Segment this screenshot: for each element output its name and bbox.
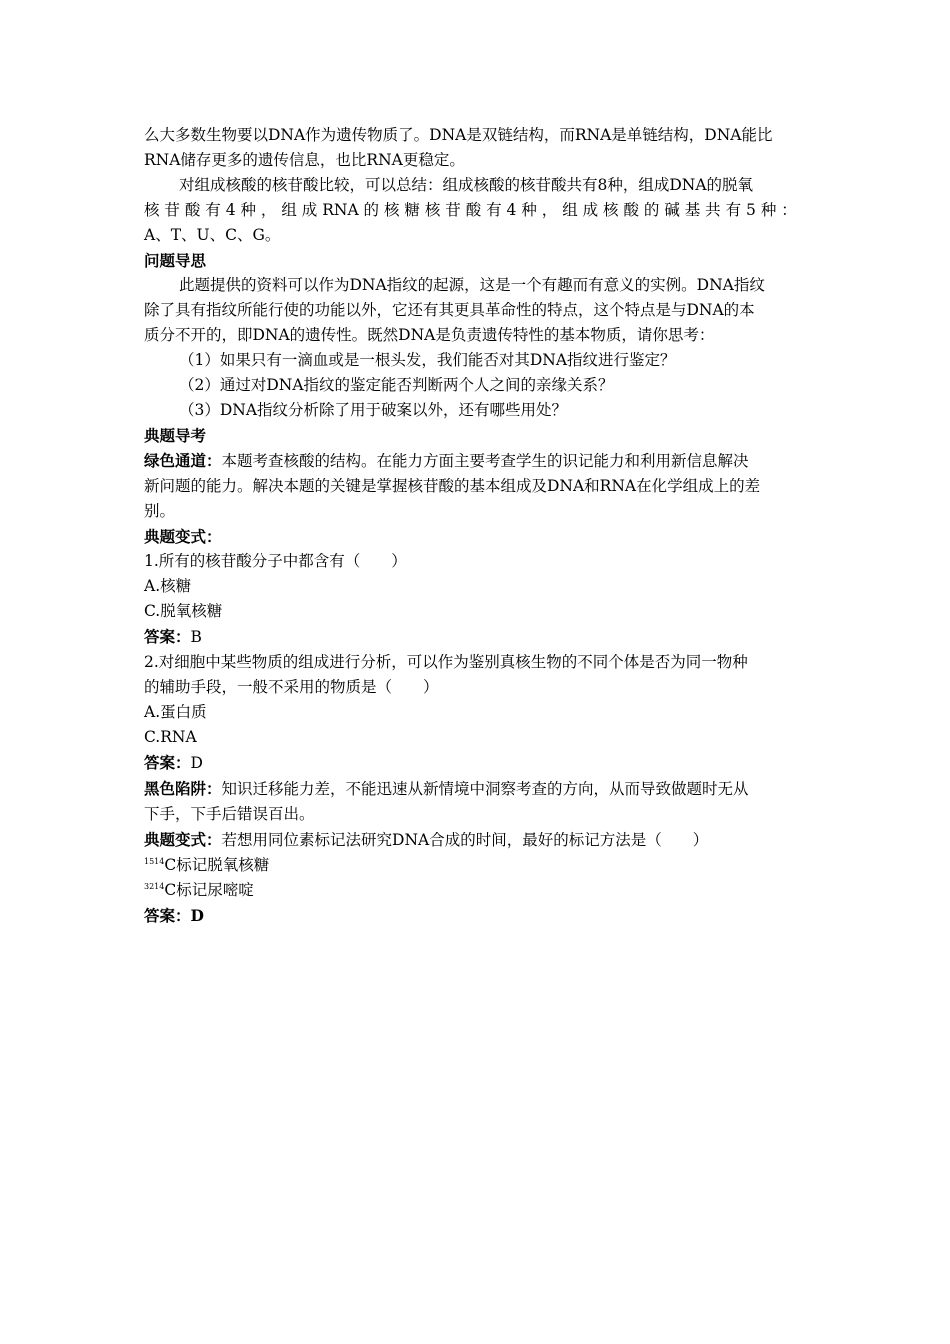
guide-question-2: （2）通过对DNA指纹的鉴定能否判断两个人之间的亲缘关系？ [179, 376, 614, 394]
para2-line2: 核 苷 酸 有 4 种 ， 组 成 RNA 的 核 糖 核 苷 酸 有 4 种 ， 组 成 核 酸 的 碱 基 共 有 5 种 ： [144, 201, 797, 219]
trap-text: 知识迁移能力差，不能迅速从新情境中洞察考查的方向，从而导致做题时无从 [221, 780, 749, 798]
trap-label: 黑色陷阱： [144, 779, 222, 798]
question-2-option-a: A.蛋白质 [144, 703, 207, 721]
isotope-superscript: 3214 [144, 881, 165, 891]
isotope-superscript: 1514 [144, 856, 165, 866]
green-channel-line1 [144, 448, 808, 474]
answer-value: D [190, 754, 203, 772]
para2-line1: 对组成核酸的核苷酸比较，可以总结：组成核酸的核苷酸共有8种，组成DNA的脱氧 [179, 176, 754, 194]
trap-line2: 下手，下手后错误百出。 [144, 805, 315, 823]
option-text: C标记脱氧核糖 [164, 856, 270, 874]
answer-value: B [190, 628, 202, 646]
question-2-answer [144, 750, 808, 776]
para1-line2: RNA储存更多的遗传信息，也比RNA更稳定。 [144, 151, 465, 169]
question-1: 1.所有的核苷酸分子中都含有（ ） [144, 552, 407, 570]
answer-label: 答案： [144, 627, 191, 646]
variant3-text: 若想用同位素标记法研究DNA合成的时间，最好的标记方法是（ ） [221, 831, 709, 849]
answer-label: 答案： [144, 906, 191, 925]
green-channel-label: 绿色通道： [144, 451, 222, 470]
guide-heading: 问题导思 [144, 251, 207, 270]
para2-line3: A、T、U、C、G。 [144, 226, 281, 244]
para1-line1: 么大多数生物要以DNA作为遗传物质了。DNA是双链结构，而RNA是单链结构，DNA能比 [144, 126, 773, 144]
guide-line2: 除了具有指纹所能行使的功能以外，它还有其更具革命性的特点，这个特点是与DNA的本 [144, 301, 755, 319]
question-1-answer [144, 624, 808, 650]
variants-heading: 典题变式： [144, 527, 222, 546]
document-body [144, 123, 808, 928]
answer-label: 答案： [144, 753, 191, 772]
variant3-question [144, 827, 808, 853]
answer-value: D [190, 906, 204, 925]
question-2-line2: 的辅助手段，一般不采用的物质是（ ） [144, 678, 439, 696]
variant3-label: 典题变式： [144, 830, 222, 849]
variant3-answer [144, 903, 808, 928]
exam-heading: 典题导考 [144, 426, 207, 445]
guide-question-3: （3）DNA指纹分析除了用于破案以外，还有哪些用处？ [179, 401, 568, 419]
trap-line1 [144, 776, 808, 802]
question-2-line1: 2.对细胞中某些物质的组成进行分析，可以作为鉴别真核生物的不同个体是否为同一物种 [144, 653, 748, 671]
question-1-option-a: A.核糖 [144, 577, 192, 595]
green-channel-line2: 新问题的能力。解决本题的关键是掌握核苷酸的基本组成及DNA和RNA在化学组成上的差 [144, 477, 761, 495]
variant3-option-1 [144, 853, 808, 878]
green-channel-line3: 别。 [144, 502, 176, 520]
guide-line1: 此题提供的资料可以作为DNA指纹的起源，这是一个有趣而有意义的实例。DNA指纹 [179, 276, 765, 294]
green-channel-text: 本题考查核酸的结构。在能力方面主要考查学生的识记能力和利用新信息解决 [221, 452, 749, 470]
guide-line3: 质分不开的，即DNA的遗传性。既然DNA是负责遗传特性的基本物质，请你思考： [144, 326, 715, 344]
question-2-option-c: C.RNA [144, 728, 197, 746]
question-1-option-c: C.脱氧核糖 [144, 602, 223, 620]
guide-question-1: （1）如果只有一滴血或是一根头发，我们能否对其DNA指纹进行鉴定？ [179, 351, 676, 369]
option-text: C标记尿嘧啶 [164, 881, 254, 899]
variant3-option-2 [144, 878, 808, 903]
